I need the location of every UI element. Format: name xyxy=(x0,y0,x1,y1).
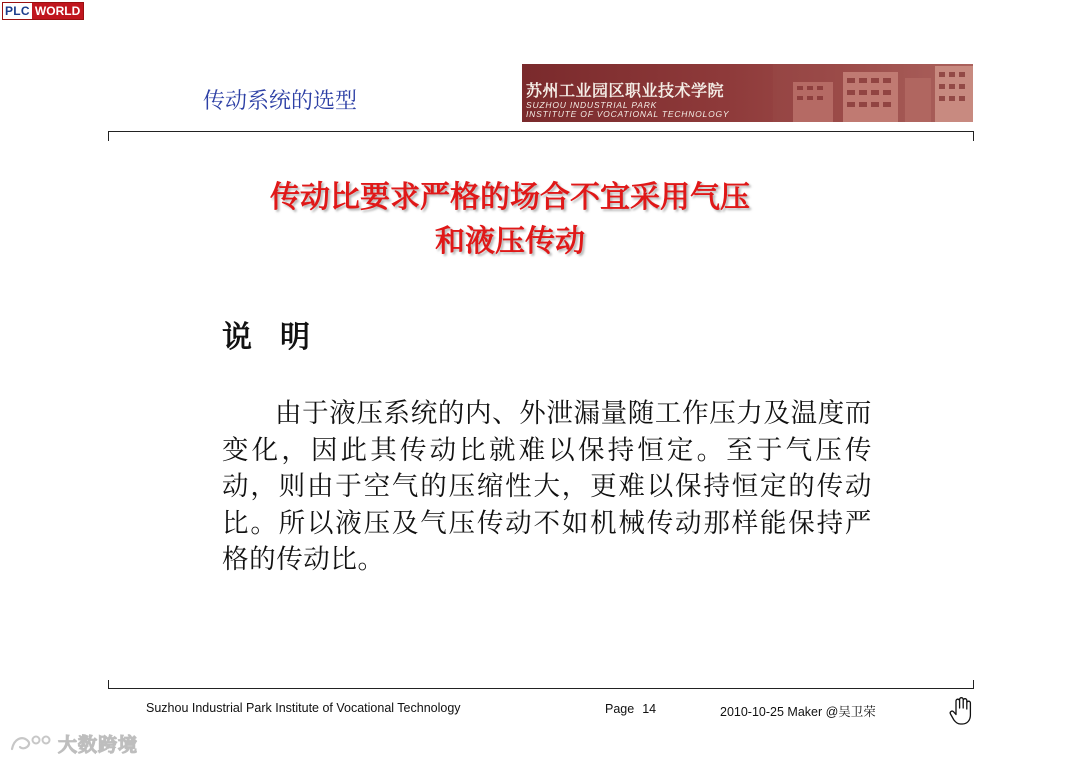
page-label: Page xyxy=(605,702,635,716)
slide-heading-line1: 传动比要求严格的场合不宜采用气压 xyxy=(270,180,750,215)
school-banner xyxy=(522,64,973,122)
watermark-text: 大数跨境 xyxy=(58,733,139,756)
section-title: 传动系统的选型 xyxy=(203,89,358,114)
body-paragraph: 由于液压系统的内、外泄漏量随工作压力及温度而变化，因此其传动比就难以保持恒定。至于气压传动，则由于空气的压缩性大，更难以保持恒定的传动比。所以液压及气压传动不如机械传动那样能保持严格的传动比。 xyxy=(222,398,872,575)
logo-plc-text: PLC xyxy=(5,4,30,18)
logo-world-text: WORLD xyxy=(32,3,83,19)
building-illustration xyxy=(773,64,973,122)
top-frame-line xyxy=(108,131,974,132)
hand-pointer-icon[interactable] xyxy=(948,696,974,726)
footer-page-number xyxy=(605,702,656,716)
footer-school-name: Suzhou Industrial Park Institute of Vocational Technology xyxy=(146,701,461,715)
plc-world-logo xyxy=(2,2,84,20)
page-number: 14 xyxy=(642,702,657,716)
watermark xyxy=(8,730,138,756)
school-name-cn: 苏州工业园区职业技术学院 xyxy=(526,81,725,100)
slide-heading xyxy=(160,176,860,264)
watermark-logo-icon xyxy=(8,731,54,755)
school-name-en-line2: INSTITUTE OF VOCATIONAL TECHNOLOGY xyxy=(526,109,730,119)
subheading: 说明 xyxy=(222,320,338,355)
footer-date-maker: 2010-10-25 Maker @吴卫荣 xyxy=(720,705,876,719)
school-name-en-line1: SUZHOU INDUSTRIAL PARK xyxy=(526,100,658,110)
bottom-frame-line xyxy=(108,688,974,689)
slide-heading-line2: 和液压传动 xyxy=(435,224,585,259)
